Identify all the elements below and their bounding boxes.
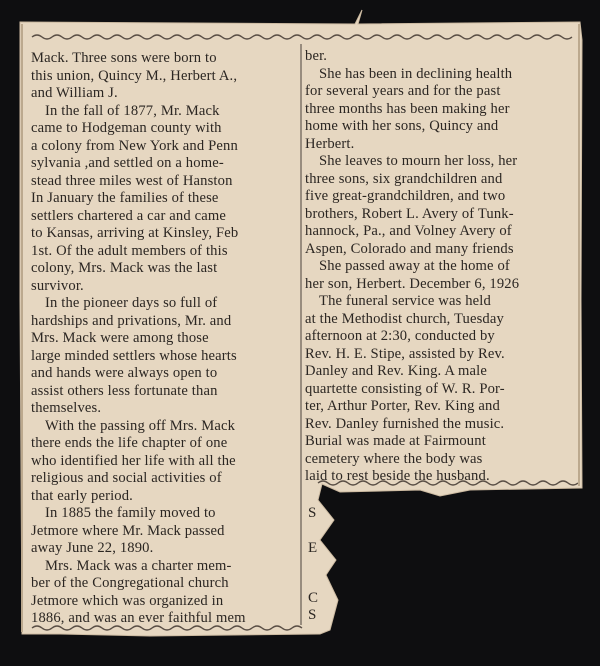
text-line: this union, Quincy M., Herbert A., <box>31 67 238 84</box>
text-line: She has been in declining health <box>319 65 513 82</box>
text-line: settlers chartered a car and came <box>31 207 226 224</box>
text-line: She passed away at the home of <box>319 258 510 274</box>
text-line: Rev. H. E. Stipe, assisted by Rev. <box>305 345 505 362</box>
text-line: 1886, and was an ever faithful mem <box>31 610 246 626</box>
text-line: Mrs. Mack were among those <box>31 330 209 346</box>
text-line: In the pioneer days so full of <box>45 295 218 311</box>
text-line: sylvania ,and settled on a home- <box>31 155 224 171</box>
fragment-letter: E <box>308 540 318 556</box>
text-line: Rev. Danley furnished the music. <box>305 415 505 432</box>
text-line: ber. <box>305 48 328 64</box>
fragment-letter: S <box>308 607 317 623</box>
text-line: five great-grandchildren, and two <box>305 188 506 204</box>
text-line: who identified her life with all the <box>31 452 236 469</box>
text-line: three sons, six grandchildren and <box>305 170 503 187</box>
text-line: hardships and privations, Mr. and <box>31 312 232 329</box>
text-line: quartette consisting of W. R. Por- <box>305 380 505 397</box>
text-line: and hands were always open to <box>31 365 218 381</box>
text-line: ter, Arthur Porter, Rev. King and <box>305 398 500 414</box>
text-line: colony, Mrs. Mack was the last <box>31 260 218 276</box>
text-line: In January the families of these <box>31 190 219 206</box>
right-column <box>305 48 573 486</box>
text-line: stead three miles west of Hanston <box>31 172 233 189</box>
text-line: themselves. <box>31 400 102 416</box>
text-line: her son, Herbert. December 6, 1926 <box>305 275 520 292</box>
text-line: brothers, Robert L. Avery of Tunk- <box>305 205 514 222</box>
text-line: Jetmore which was organized in <box>31 592 224 609</box>
text-line: for several years and for the past <box>305 83 501 99</box>
text-line: a colony from New York and Penn <box>31 137 238 154</box>
text-line: In the fall of 1877, Mr. Mack <box>45 102 220 119</box>
fragment-letter: S <box>308 505 317 521</box>
text-line: survivor. <box>31 277 84 294</box>
text-line: With the passing off Mrs. Mack <box>45 417 236 434</box>
text-line: and William J. <box>31 85 118 101</box>
text-line: She leaves to mourn her loss, her <box>319 153 518 169</box>
text-line: Mrs. Mack was a charter mem- <box>45 557 232 574</box>
text-line: that early period. <box>31 487 133 504</box>
text-line: cemetery where the body was <box>305 450 483 467</box>
text-line: away June 22, 1890. <box>31 540 154 556</box>
text-line: home with her sons, Quincy and <box>305 118 499 134</box>
text-line: at the Methodist church, Tuesday <box>305 310 504 327</box>
text-line: hannock, Pa., and Volney Avery of <box>305 223 512 239</box>
text-line: In 1885 the family moved to <box>45 505 216 521</box>
text-line: 1st. Of the adult members of this <box>31 242 228 259</box>
text-line: laid to rest beside the husband. <box>305 468 490 484</box>
text-line: Aspen, Colorado and many friends <box>305 240 514 257</box>
fragment-letter: C <box>308 590 319 606</box>
text-line: to Kansas, arriving at Kinsley, Feb <box>31 225 239 241</box>
text-line: ber of the Congregational church <box>31 575 229 591</box>
text-line: Burial was made at Fairmount <box>305 433 486 449</box>
left-column <box>31 50 296 628</box>
text-line: religious and social activities of <box>31 470 222 486</box>
text-line: afternoon at 2:30, conducted by <box>305 328 495 344</box>
text-line: three months has been making her <box>305 100 510 117</box>
text-line: came to Hodgeman county with <box>31 120 222 136</box>
text-line: assist others less fortunate than <box>31 382 218 399</box>
text-line: Jetmore where Mr. Mack passed <box>31 522 225 539</box>
text-line: Mack. Three sons were born to <box>31 50 217 66</box>
text-line: Danley and Rev. King. A male <box>305 363 487 379</box>
text-line: large minded settlers whose hearts <box>31 347 237 364</box>
text-line: Herbert. <box>305 135 355 152</box>
text-line: The funeral service was held <box>319 293 491 309</box>
text-line: there ends the life chapter of one <box>31 435 228 451</box>
